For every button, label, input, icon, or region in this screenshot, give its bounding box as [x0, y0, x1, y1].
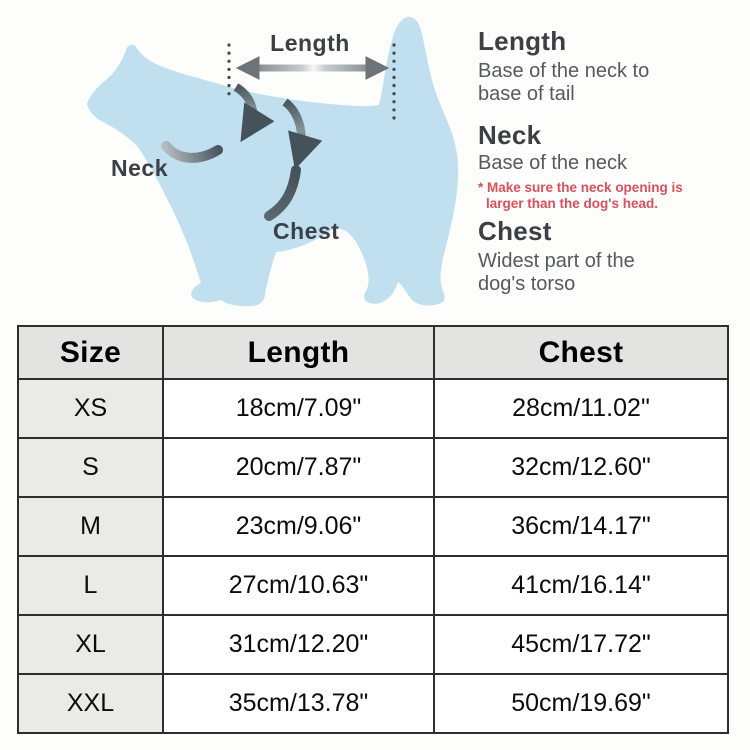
table-row — [18, 615, 728, 674]
length-cell: 35cm/13.78" — [163, 674, 434, 733]
chest-definition-text: Widest part of the dog's torso — [478, 250, 635, 295]
diagram-chest-label: Chest — [273, 218, 340, 244]
length-cell: 23cm/9.06" — [163, 497, 434, 556]
chest-cell: 45cm/17.72" — [434, 615, 728, 674]
table-row — [18, 379, 728, 438]
table-row — [18, 556, 728, 615]
size-cell: S — [18, 438, 163, 497]
dog-silhouette-illustration — [0, 0, 470, 318]
length-column-header: Length — [163, 326, 434, 379]
length-definition — [478, 26, 723, 106]
chest-cell: 32cm/12.60" — [434, 438, 728, 497]
chest-column-header: Chest — [434, 326, 728, 379]
chest-definition — [478, 216, 723, 296]
table-row — [18, 674, 728, 733]
table-row — [18, 438, 728, 497]
table-row — [18, 497, 728, 556]
measurement-definitions — [478, 26, 723, 296]
neck-opening-warning-note: * Make sure the neck opening is larger than the dog's head. — [478, 180, 683, 211]
chest-cell: 28cm/11.02" — [434, 379, 728, 438]
length-definition-text: Base of the neck to base of tail — [478, 60, 650, 105]
size-cell: M — [18, 497, 163, 556]
table-header-row — [18, 326, 728, 379]
size-table — [17, 325, 729, 734]
length-definition-title: Length — [478, 26, 567, 56]
neck-definition-title: Neck — [478, 120, 542, 150]
diagram-neck-label: Neck — [111, 155, 168, 181]
length-cell: 31cm/12.20" — [163, 615, 434, 674]
neck-definition-text: Base of the neck — [478, 152, 627, 174]
size-column-header: Size — [18, 326, 163, 379]
size-cell: XS — [18, 379, 163, 438]
size-cell: XXL — [18, 674, 163, 733]
chest-cell: 36cm/14.17" — [434, 497, 728, 556]
chest-definition-title: Chest — [478, 216, 552, 246]
length-cell: 27cm/10.63" — [163, 556, 434, 615]
chest-cell: 41cm/16.14" — [434, 556, 728, 615]
size-cell: L — [18, 556, 163, 615]
size-table-container — [17, 325, 729, 734]
chest-cell: 50cm/19.69" — [434, 674, 728, 733]
size-cell: XL — [18, 615, 163, 674]
length-cell: 20cm/7.87" — [163, 438, 434, 497]
diagram-length-label: Length — [270, 30, 350, 56]
length-cell: 18cm/7.09" — [163, 379, 434, 438]
neck-definition — [478, 120, 723, 212]
